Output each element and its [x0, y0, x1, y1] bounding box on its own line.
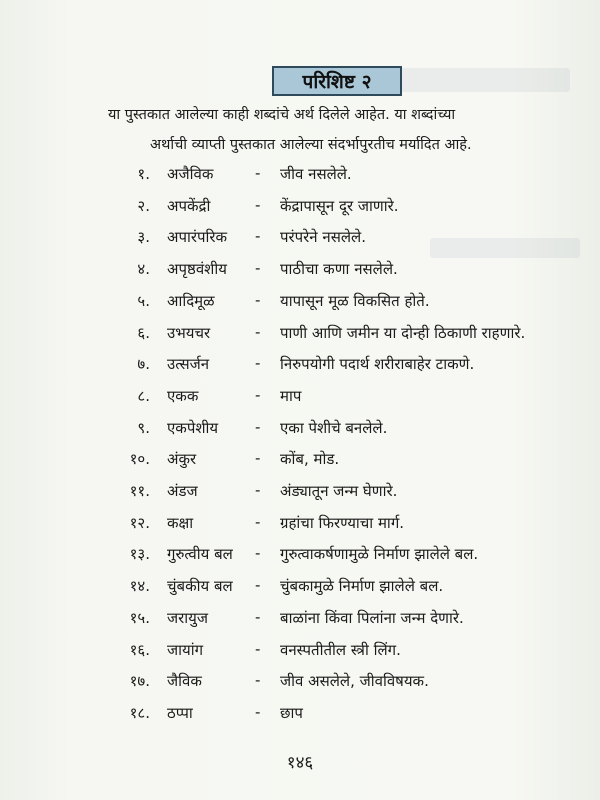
- entry-term: ठप्पा: [167, 703, 193, 722]
- entry-term: अपृष्ठवंशीय: [167, 260, 227, 279]
- entry-dash: -: [255, 164, 261, 182]
- entry-meaning: परंपरेने नसलेले.: [280, 228, 366, 247]
- entry-meaning: पाणी आणि जमीन या दोन्ही ठिकाणी राहणारे.: [280, 323, 526, 342]
- glossary-row: [0, 418, 600, 448]
- glossary-row: [0, 671, 600, 701]
- entry-number: १६.: [129, 640, 150, 659]
- entry-dash: -: [255, 195, 261, 214]
- entry-dash: -: [255, 671, 261, 690]
- entry-dash: -: [255, 576, 261, 595]
- glossary-row: [0, 576, 600, 606]
- entry-term: जायांग: [167, 640, 204, 659]
- entry-number: १.: [137, 165, 150, 183]
- entry-number: १२.: [129, 513, 150, 532]
- entry-dash: -: [255, 607, 261, 626]
- entry-number: १५.: [129, 608, 150, 627]
- entry-term: कक्षा: [167, 513, 194, 532]
- entry-meaning: पाठीचा कणा नसलेले.: [280, 260, 398, 279]
- entry-number: १०.: [129, 450, 150, 469]
- entry-number: २.: [137, 196, 150, 215]
- glossary-row: [0, 354, 600, 384]
- entry-meaning: गुरुत्वाकर्षणामुळे निर्माण झालेले बल.: [280, 545, 479, 564]
- entry-term: अपारंपरिक: [167, 228, 228, 247]
- entry-term: गुरुत्वीय बल: [167, 545, 233, 564]
- entry-dash: -: [255, 259, 261, 278]
- entry-meaning: यापासून मूळ विकसित होते.: [280, 291, 430, 310]
- intro-line-1: या पुस्तकात आलेल्या काही शब्दांचे अर्थ दिलेले आहेत. या शब्दांच्या: [108, 107, 456, 123]
- entry-number: ५.: [137, 291, 150, 310]
- entry-meaning: छाप: [280, 703, 303, 722]
- entry-term: अजैविक: [167, 165, 214, 183]
- entry-term: अपकेंद्री: [167, 196, 211, 215]
- entry-dash: -: [255, 290, 261, 309]
- glossary-row: [0, 703, 600, 733]
- entry-meaning: माप: [280, 386, 302, 405]
- entry-number: ११.: [129, 482, 150, 500]
- entry-meaning: जीव असलेले, जीवविषयक.: [280, 672, 429, 691]
- glossary-row: [0, 164, 600, 194]
- entry-meaning: वनस्पतीतील स्त्री लिंग.: [280, 640, 401, 659]
- entry-term: उभयचर: [167, 323, 211, 342]
- glossary-row: [0, 291, 600, 321]
- glossary-row: [0, 259, 600, 289]
- entry-term: एकपेशीय: [167, 418, 219, 437]
- glossary-row: [0, 640, 600, 670]
- entry-dash: -: [255, 449, 261, 468]
- entry-number: १८.: [129, 703, 150, 722]
- entry-number: ३.: [137, 228, 150, 247]
- appendix-heading: परिशिष्ट २: [272, 66, 402, 96]
- entry-term: चुंबकीय बल: [167, 577, 233, 596]
- entry-number: १७.: [129, 672, 150, 691]
- entry-meaning: अंड्यातून जन्म घेणारे.: [280, 482, 398, 500]
- glossary-row: [0, 449, 600, 479]
- entry-term: आदिमूळ: [167, 291, 215, 310]
- entry-meaning: चुंबकामुळे निर्माण झालेले बल.: [280, 577, 444, 596]
- entry-meaning: निरुपयोगी पदार्थ शरीराबाहेर टाकणे.: [280, 355, 475, 374]
- entry-number: १४.: [129, 577, 150, 596]
- entry-dash: -: [255, 417, 261, 436]
- entry-number: ७.: [137, 355, 150, 374]
- entry-number: ६.: [137, 323, 150, 342]
- intro-line-2: अर्थाची व्याप्ती पुस्तकात आलेल्या संदर्भापुरतीच मर्यादित आहे.: [150, 137, 472, 153]
- entry-meaning: कोंब, मोड.: [280, 450, 340, 469]
- entry-dash: -: [255, 481, 261, 499]
- page-number: १४६: [286, 753, 314, 773]
- entry-dash: -: [255, 702, 261, 721]
- entry-dash: -: [255, 322, 261, 341]
- entry-term: एकक: [167, 386, 199, 405]
- entry-term: उत्सर्जन: [167, 355, 210, 374]
- glossary-row: [0, 608, 600, 638]
- entry-meaning: बाळांना किंवा पिलांना जन्म देणारे.: [280, 608, 464, 627]
- entry-meaning: जीव नसलेले.: [280, 165, 352, 183]
- bleed-through-shade: [400, 68, 570, 92]
- glossary-row: [0, 323, 600, 353]
- entry-number: ४.: [137, 260, 150, 279]
- entry-dash: -: [255, 227, 261, 246]
- entry-dash: -: [255, 512, 261, 531]
- entry-dash: -: [255, 385, 261, 404]
- entry-term: अंडज: [167, 482, 198, 500]
- entry-dash: -: [255, 639, 261, 658]
- entry-meaning: केंद्रापासून दूर जाणारे.: [280, 196, 399, 215]
- entry-term: अंकुर: [167, 450, 197, 469]
- entry-meaning: ग्रहांचा फिरण्याचा मार्ग.: [280, 513, 405, 532]
- glossary-row: [0, 544, 600, 574]
- entry-term: जैविक: [167, 672, 202, 691]
- glossary-row: [0, 386, 600, 416]
- entry-number: ९.: [137, 418, 150, 437]
- glossary-row: [0, 227, 600, 257]
- entry-dash: -: [255, 354, 261, 373]
- glossary-row: [0, 513, 600, 543]
- entry-number: १३.: [129, 545, 150, 564]
- entry-term: जरायुज: [167, 608, 208, 627]
- glossary-row: [0, 481, 600, 511]
- entry-number: ८.: [137, 386, 150, 405]
- entry-meaning: एका पेशीचे बनलेले.: [280, 418, 388, 437]
- entry-dash: -: [255, 544, 261, 563]
- glossary-row: [0, 196, 600, 226]
